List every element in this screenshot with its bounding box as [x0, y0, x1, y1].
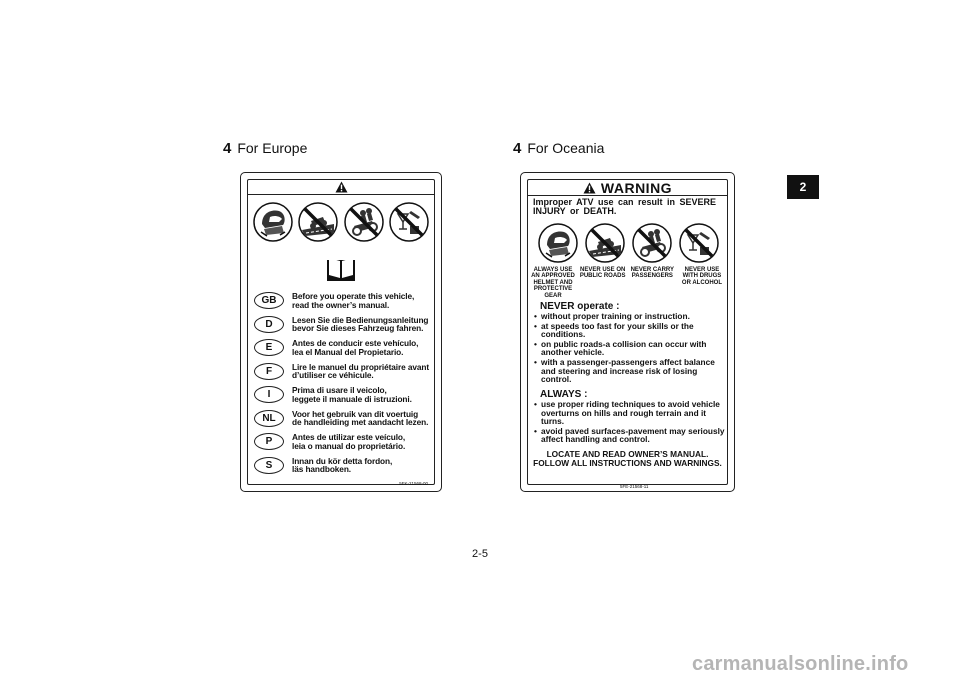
- language-instruction: [292, 363, 429, 381]
- never-heading: NEVER operate :: [540, 301, 620, 312]
- language-instruction: [292, 316, 428, 334]
- language-row: [254, 292, 414, 310]
- language-row: [254, 316, 428, 334]
- footer-line: FOLLOW ALL INSTRUCTIONS AND WARNINGS.: [533, 458, 722, 468]
- language-code-badge: S: [254, 457, 284, 474]
- watermark: carmanualsonline.info: [692, 653, 909, 675]
- no-public-road-icon: [585, 223, 625, 263]
- list-item: • at speeds too fast for your skills or the conditions.: [534, 322, 725, 339]
- instruction-line: leggete il manuale di istruzioni.: [292, 393, 412, 404]
- instruction-line: lea el Manual del Propietario.: [292, 346, 404, 357]
- language-code-badge: D: [254, 316, 284, 333]
- list-item: • avoid paved surfaces-pavement may seriously affect handling and control.: [534, 427, 725, 444]
- language-instruction: [292, 386, 412, 404]
- section-heading-oceania: [513, 140, 604, 157]
- heading-label: For Europe: [237, 140, 308, 156]
- instruction-line: Antes de utilizar este veículo,: [292, 432, 406, 442]
- warning-intro: Improper ATV use can result in SEVERE INJURY or DEATH.: [533, 197, 717, 216]
- no-passenger-icon: [632, 223, 672, 263]
- language-instruction: [292, 339, 418, 357]
- page-number: 2-5: [472, 548, 488, 560]
- label-header-bar: [248, 180, 434, 195]
- language-code-badge: I: [254, 386, 284, 403]
- instruction-line: de handleiding met aandacht lezen.: [292, 417, 429, 428]
- no-drugs-alcohol-icon: [389, 202, 429, 242]
- language-code-badge: F: [254, 363, 284, 380]
- footer-note: [528, 450, 727, 468]
- instruction-line: d’utiliser ce véhicule.: [292, 370, 374, 381]
- label-frame: [247, 179, 435, 485]
- language-row: [254, 339, 418, 357]
- language-row: [254, 410, 428, 428]
- part-code: 5FE-21568-11: [620, 484, 649, 489]
- warning-triangle-icon: [335, 181, 348, 193]
- list-item: • without proper training or instruction.: [534, 312, 725, 321]
- always-heading: ALWAYS :: [540, 389, 588, 400]
- pictogram-caption: NEVER CARRY PASSENGERS: [630, 267, 675, 280]
- warning-label-europe: [240, 172, 442, 492]
- language-code-badge: GB: [254, 292, 284, 309]
- language-code-badge: NL: [254, 410, 284, 427]
- helmet-icon: [538, 223, 578, 263]
- language-code-badge: P: [254, 433, 284, 450]
- warning-title: WARNING: [600, 179, 673, 196]
- heading-label: For Oceania: [527, 140, 605, 156]
- instruction-line: Antes de conducir este vehículo,: [292, 338, 419, 348]
- instruction-line: Before you operate this vehicle,: [292, 291, 415, 301]
- language-instruction: [292, 457, 392, 475]
- instruction-line: Lire le manuel du propriétaire avant: [292, 361, 430, 372]
- instruction-line: bevor Sie dieses Fahrzeug fahren.: [292, 323, 424, 334]
- language-instruction: [292, 410, 428, 428]
- pictogram-row: [253, 202, 429, 242]
- instruction-line: Voor het gebruik van dit voertuig: [292, 408, 419, 419]
- open-book-icon: [326, 256, 356, 282]
- part-code: 5FK-21568-00: [399, 481, 428, 486]
- list-item: • with a passenger-passengers affect balance and steering and increase risk of losing control.: [534, 358, 725, 384]
- no-drugs-alcohol-icon: [679, 223, 719, 263]
- pictogram-captions: [529, 267, 726, 299]
- heading-number: 4: [513, 140, 522, 157]
- instruction-line: read the owner’s manual.: [292, 299, 390, 310]
- language-row: [254, 363, 429, 381]
- instruction-line: leia o manual do proprietário.: [292, 440, 406, 451]
- footer-line: LOCATE AND READ OWNER’S MANUAL.: [546, 449, 709, 459]
- language-instruction: [292, 292, 414, 310]
- pictogram-caption: ALWAYS USE AN APPROVED HELMET AND PROTECTIVE GEAR: [531, 267, 575, 299]
- language-code-badge: E: [254, 339, 284, 356]
- warning-label-oceania: [520, 172, 735, 492]
- never-list: [534, 312, 725, 385]
- helmet-icon: [253, 202, 293, 242]
- pictogram-caption: NEVER USE WITH DRUGS OR ALCOHOL: [681, 267, 723, 286]
- language-row: [254, 433, 405, 451]
- chapter-tab[interactable]: 2: [787, 175, 819, 199]
- list-item: • use proper riding techniques to avoid vehicle overturns on hills and rough terrain and it turns.: [534, 400, 725, 426]
- label-header-bar: [528, 180, 727, 196]
- instruction-line: Innan du kör detta fordon,: [292, 455, 393, 466]
- language-row: [254, 386, 412, 404]
- language-row: [254, 457, 392, 475]
- instruction-line: Prima di usare il veicolo,: [292, 385, 387, 395]
- list-item: • on public roads-a collision can occur with another vehicle.: [534, 340, 725, 357]
- no-passenger-icon: [344, 202, 384, 242]
- always-list: [534, 400, 725, 445]
- warning-triangle-icon: [583, 182, 596, 194]
- no-public-road-icon: [298, 202, 338, 242]
- heading-number: 4: [223, 140, 232, 157]
- pictogram-row: [538, 223, 719, 263]
- pictogram-caption: NEVER USE ON PUBLIC ROADS: [579, 267, 626, 280]
- instruction-line: Lesen Sie die Bedienungsanleitung: [292, 314, 429, 325]
- instruction-line: läs handboken.: [292, 464, 351, 475]
- label-frame: [527, 179, 728, 489]
- section-heading-europe: [223, 140, 307, 157]
- language-instruction: [292, 433, 405, 451]
